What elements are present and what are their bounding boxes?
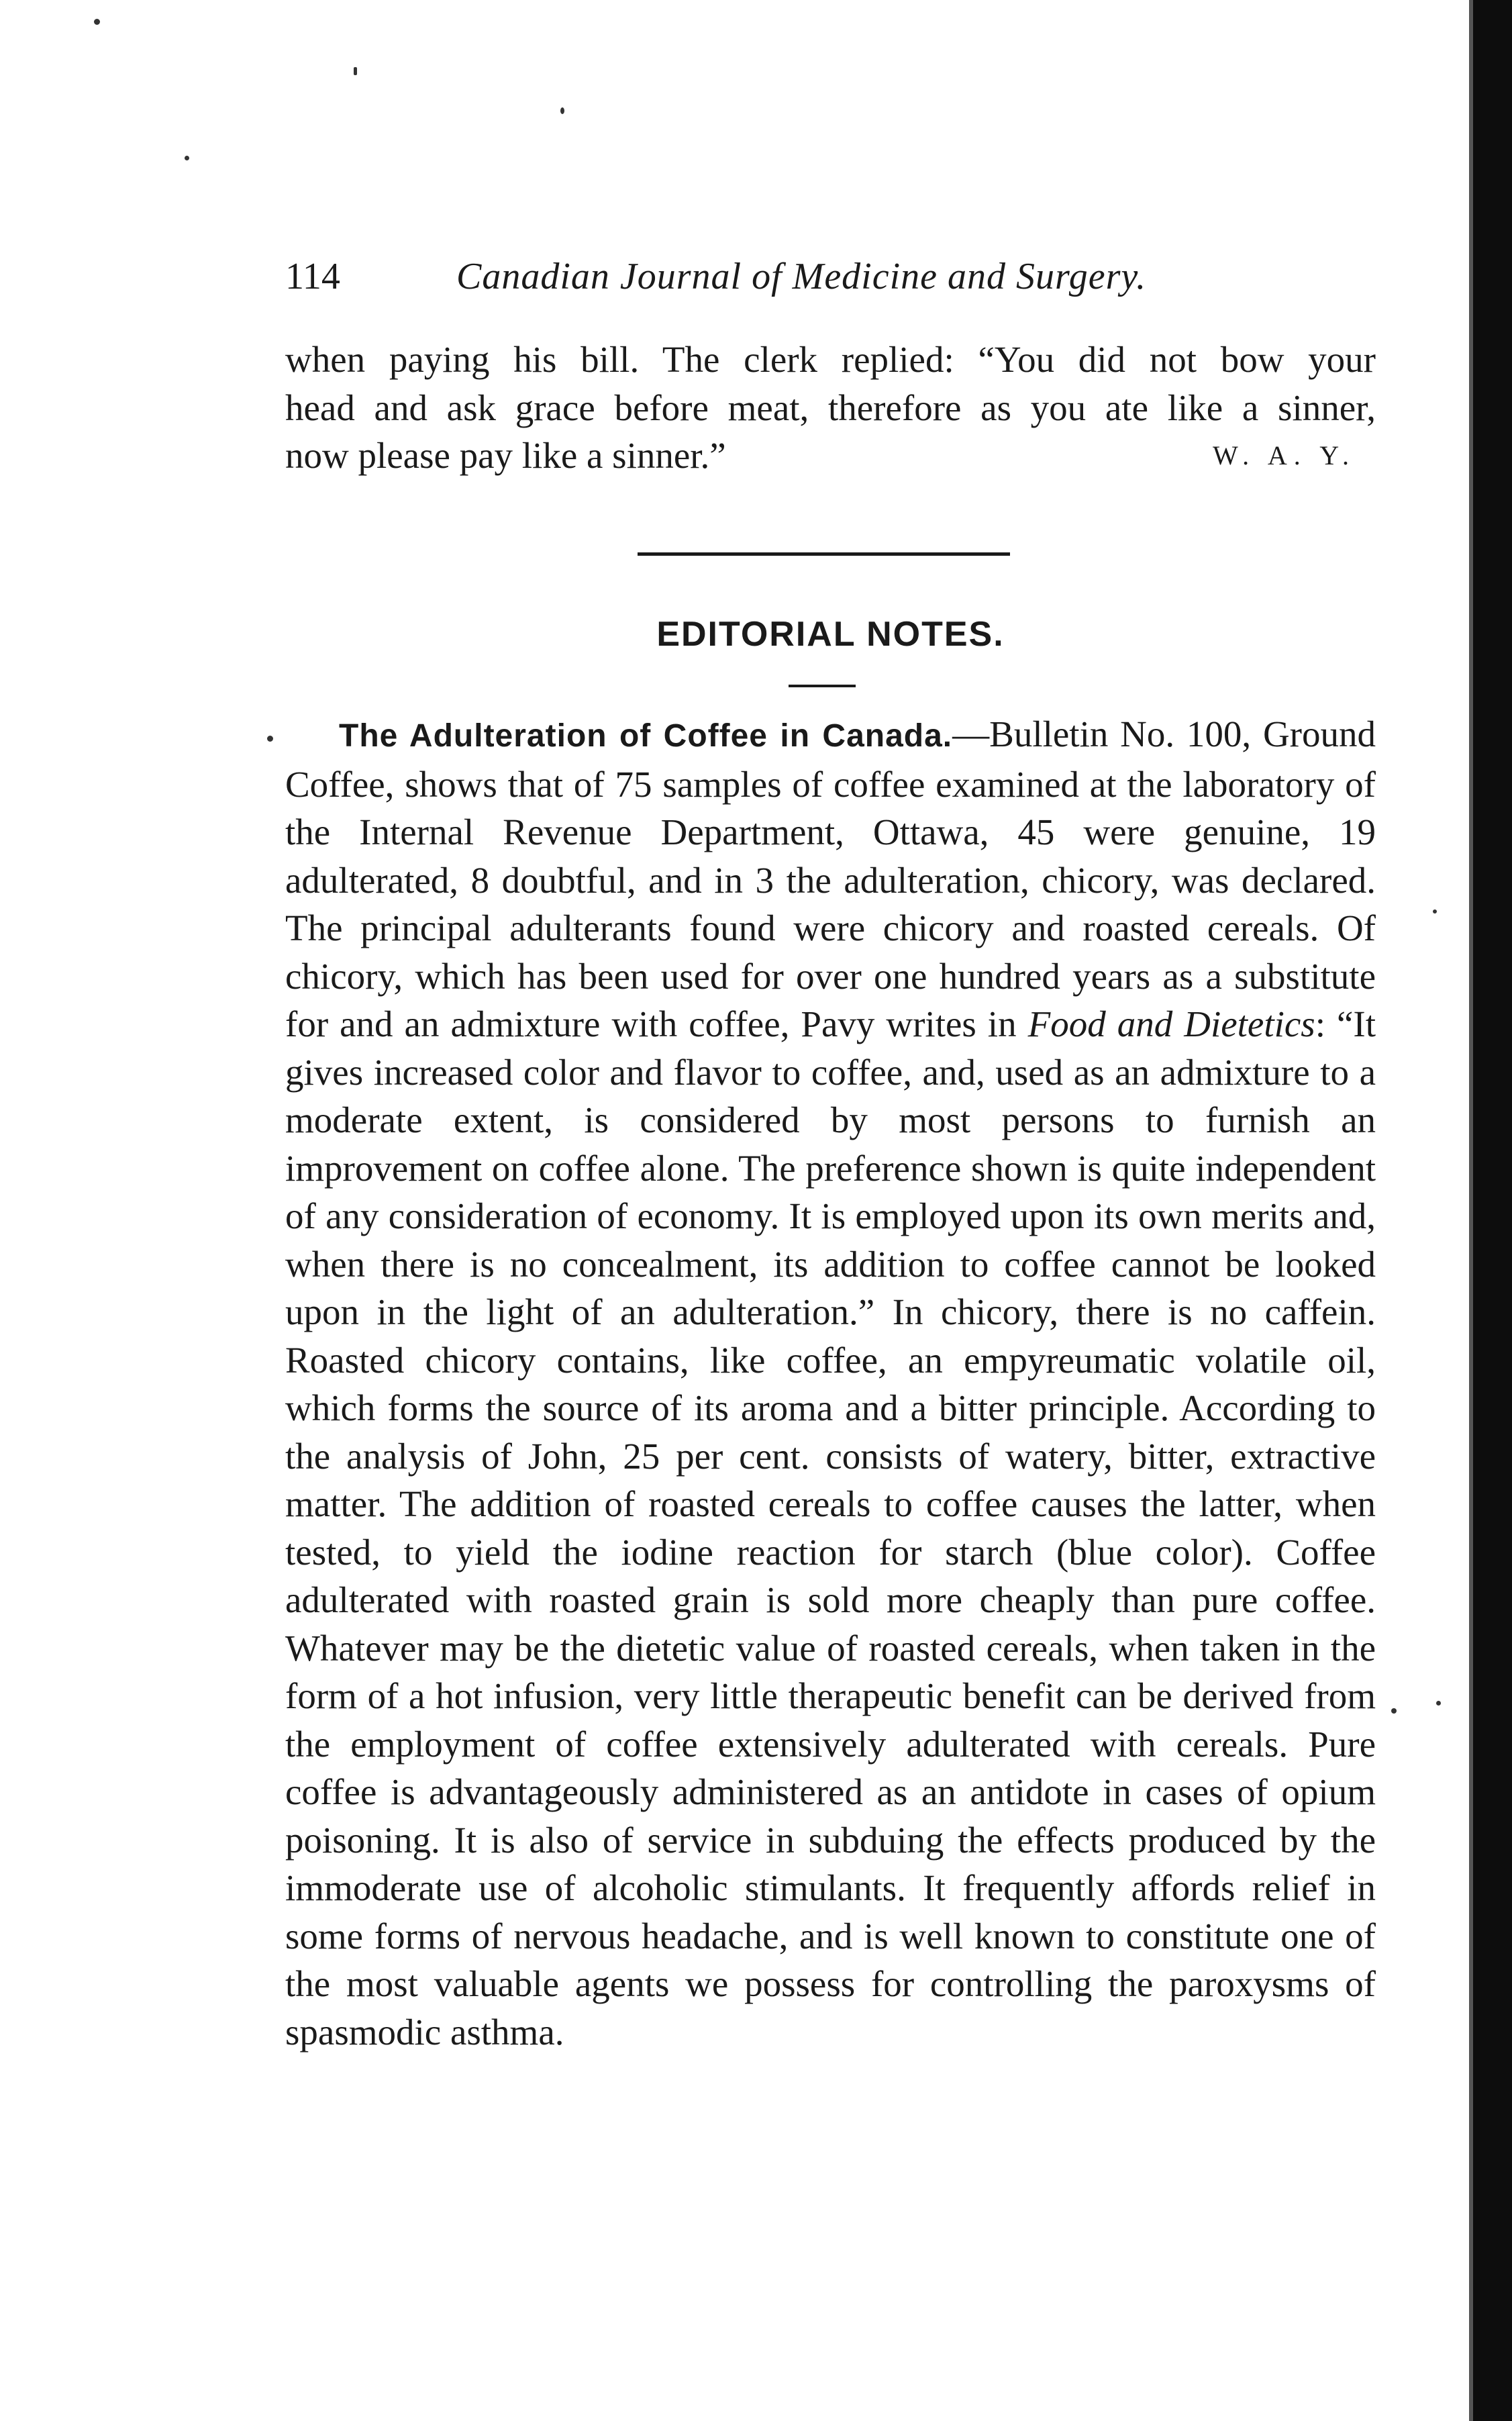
- speck-mark: [185, 156, 189, 160]
- speck-mark: [267, 736, 273, 742]
- section-heading: EDITORIAL NOTES.: [656, 615, 1005, 654]
- speck-mark: [94, 19, 100, 25]
- page-number: 114: [285, 256, 340, 297]
- author-signature: W. A. Y.: [1212, 440, 1356, 471]
- text-line: head and ask grace before meat, therefore as you ate like a sinner,: [285, 387, 1376, 428]
- article-text: : “It gives increased color and flavor to coffee, and, used as an admixture to a moderate extent, is considered by most persons to furnish an improvement on coffee alone. The preference shown is quite independent of any consideration of economy. It is employed upon its own merits and, when there is no concealment, its addition to coffee cannot be looked upon in the light of an adulteration.” In chicory, there is no caffein. Roasted chicory contains, like coffee, an empyreumatic volatile oil, which forms the source of its aroma and a bitter principle. According to the analysis of John, 25 per cent. consists of watery, bitter, extractive matter. The addition of roasted cereals to coffee causes the latter, when tested, to yield the iodine reaction for starch (blue color). Coffee adulterated with roasted grain is sold more cheaply than pure coffee. Whatever may be the dietetic value of roasted cereals, when taken in the form of a hot infusion, very little therapeutic benefit can be derived from the employment of coffee extensively adulterated with cereals. Pure coffee is advantageously administered as an antidote in cases of opium poisoning. It is also of service in subduing the effects produced by the immoderate use of alcoholic stimulants. It frequently affords relief in some forms of nervous headache, and is well known to constitute one of the most valuable agents we possess for controlling the paroxysms of spasmodic asthma.: [285, 1003, 1376, 2053]
- text-line: when paying his bill. The clerk replied: “You did not bow your: [285, 339, 1376, 380]
- heading-underline-rule: [789, 685, 856, 687]
- page-edge: [1473, 0, 1512, 2421]
- article-paragraph: [285, 710, 1376, 2056]
- journal-title: Canadian Journal of Medicine and Surgery.: [456, 256, 1147, 297]
- speck-mark: [1391, 1708, 1397, 1714]
- article-text: Bulletin No. 100, Ground Coffee, shows that of 75 samples of coffee examined at the laboratory of the Internal Revenue Department, Ottawa, 45 were genuine, 19 adulterated, 8 doubtful, and in 3 the adulteration, chicory, was declared. The principal adulterants found were chicory and roasted cereals. Of chicory, which has been used for over one hundred years as a substitute for and an admixture with coffee, Pavy writes in: [285, 713, 1376, 1044]
- article-title: The Adulteration of Coffee in Canada.: [339, 718, 953, 754]
- speck-mark: [354, 67, 357, 75]
- closing-paragraph: [285, 336, 1376, 480]
- running-head: [285, 255, 1218, 315]
- section-divider-rule: [638, 552, 1010, 556]
- speck-mark: [1436, 1701, 1441, 1706]
- speck-mark: [560, 107, 564, 114]
- book-reference: Food and Dietetics: [1027, 1003, 1315, 1044]
- speck-mark: [1433, 909, 1437, 913]
- text-line-with-signature: [285, 432, 1376, 480]
- title-dash: —: [952, 713, 990, 754]
- text-line: now please pay like a sinner.”: [285, 435, 726, 476]
